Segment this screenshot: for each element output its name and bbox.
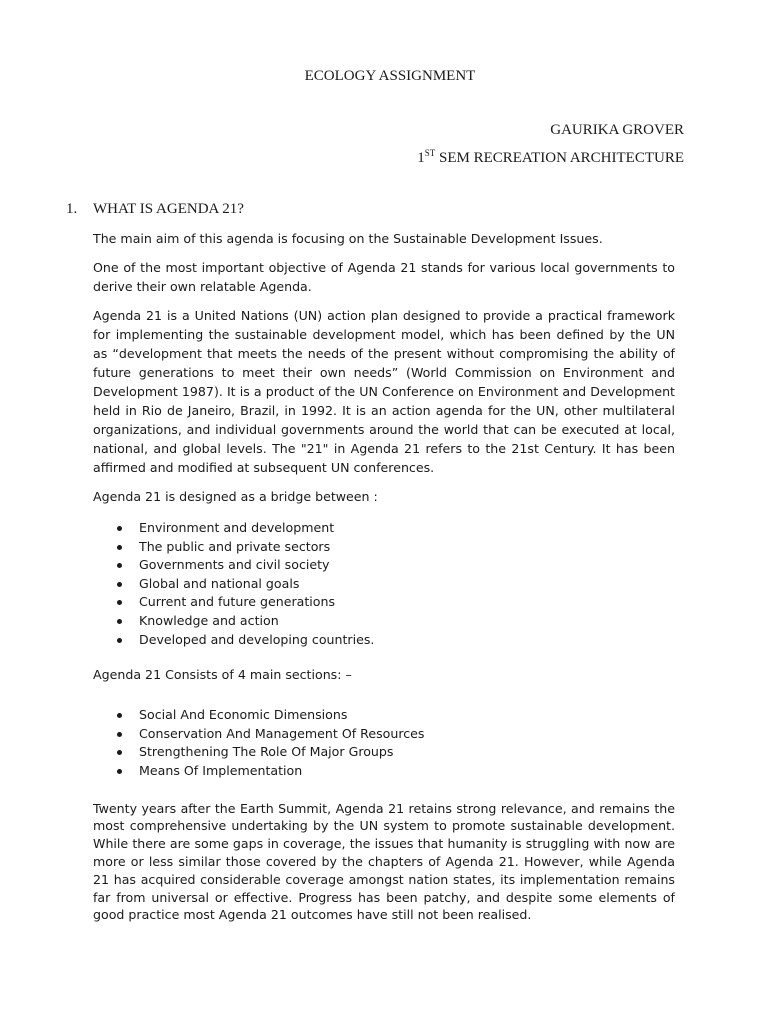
bridge-list xyxy=(93,519,675,649)
list-item: Governments and civil society xyxy=(93,556,675,575)
bullet-icon xyxy=(117,582,122,587)
paragraph-definition: Agenda 21 is a United Nations (UN) action plan designed to provide a practical framework for implementing the sustainable development model, which has been defined by the UN as “development that meets the needs of the present without compromising the ability of future generations to meet their own needs” (World Commission on Environment and Development 1987). It is a product of the UN Conference on Environment and Development held in Rio de Janeiro, Brazil, in 1992. It is an action agenda for the UN, other multilateral organizations, and individual governments around the world that can be executed at local, national, and global levels. The "21" in Agenda 21 refers to the 21st Century. It has been affirmed and modified at subsequent UN conferences. xyxy=(93,308,675,475)
bullet-icon xyxy=(117,750,122,755)
question-heading xyxy=(66,201,244,218)
paragraph-bridge-intro: Agenda 21 is designed as a bridge between : xyxy=(93,489,378,504)
semester-text: SEM RECREATION ARCHITECTURE xyxy=(435,150,684,166)
bullet-icon xyxy=(117,619,122,624)
semester-superscript: ST xyxy=(424,148,436,158)
paragraph-objective: One of the most important objective of Agenda 21 stands for various local governments to derive their own relatable Agenda. xyxy=(93,260,675,294)
paragraph-earth-summit: Twenty years after the Earth Summit, Agenda 21 retains strong relevance, and remains the most comprehensive undertaking by the UN system to promote sustainable development. While there are some gaps in coverage, the issues that humanity is struggling with now are more or less similar those covered by the chapters of Agenda 21. However, while Agenda 21 has acquired considerable coverage amongst nation states, its implementation remains far from universal or effective. Progress has been patchy, and despite some elements of good practice most Agenda 21 outcomes have still not been realised. xyxy=(93,800,675,923)
bullet-icon xyxy=(117,713,122,718)
bullet-icon xyxy=(117,769,122,774)
bullet-icon xyxy=(117,563,122,568)
list-item: Developed and developing countries. xyxy=(93,631,675,650)
author-name: GAURIKA GROVER xyxy=(550,122,684,138)
list-item: The public and private sectors xyxy=(93,538,675,557)
bullet-icon xyxy=(117,732,122,737)
paragraph-sections-intro: Agenda 21 Consists of 4 main sections: – xyxy=(93,667,352,683)
question-number: 1. xyxy=(66,201,78,217)
list-item: Strengthening The Role Of Major Groups xyxy=(93,743,675,762)
list-item: Global and national goals xyxy=(93,575,675,594)
list-item: Environment and development xyxy=(93,519,675,538)
semester-number: 1 xyxy=(417,150,425,166)
list-item: Social And Economic Dimensions xyxy=(93,706,675,725)
document-body xyxy=(93,229,675,934)
bullet-icon xyxy=(117,526,122,531)
bullet-icon xyxy=(117,545,122,550)
semester-line xyxy=(417,148,684,167)
list-item: Knowledge and action xyxy=(93,612,675,631)
list-item: Conservation And Management Of Resources xyxy=(93,725,675,744)
bullet-icon xyxy=(117,600,122,605)
paragraph-main-aim: The main aim of this agenda is focusing on the Sustainable Development Issues. xyxy=(93,231,603,246)
list-item: Current and future generations xyxy=(93,593,675,612)
bullet-icon xyxy=(117,638,122,643)
question-text: WHAT IS AGENDA 21? xyxy=(93,201,244,217)
sections-list xyxy=(93,706,675,780)
list-item: Means Of Implementation xyxy=(93,762,675,781)
document-title: ECOLOGY ASSIGNMENT xyxy=(304,68,476,84)
